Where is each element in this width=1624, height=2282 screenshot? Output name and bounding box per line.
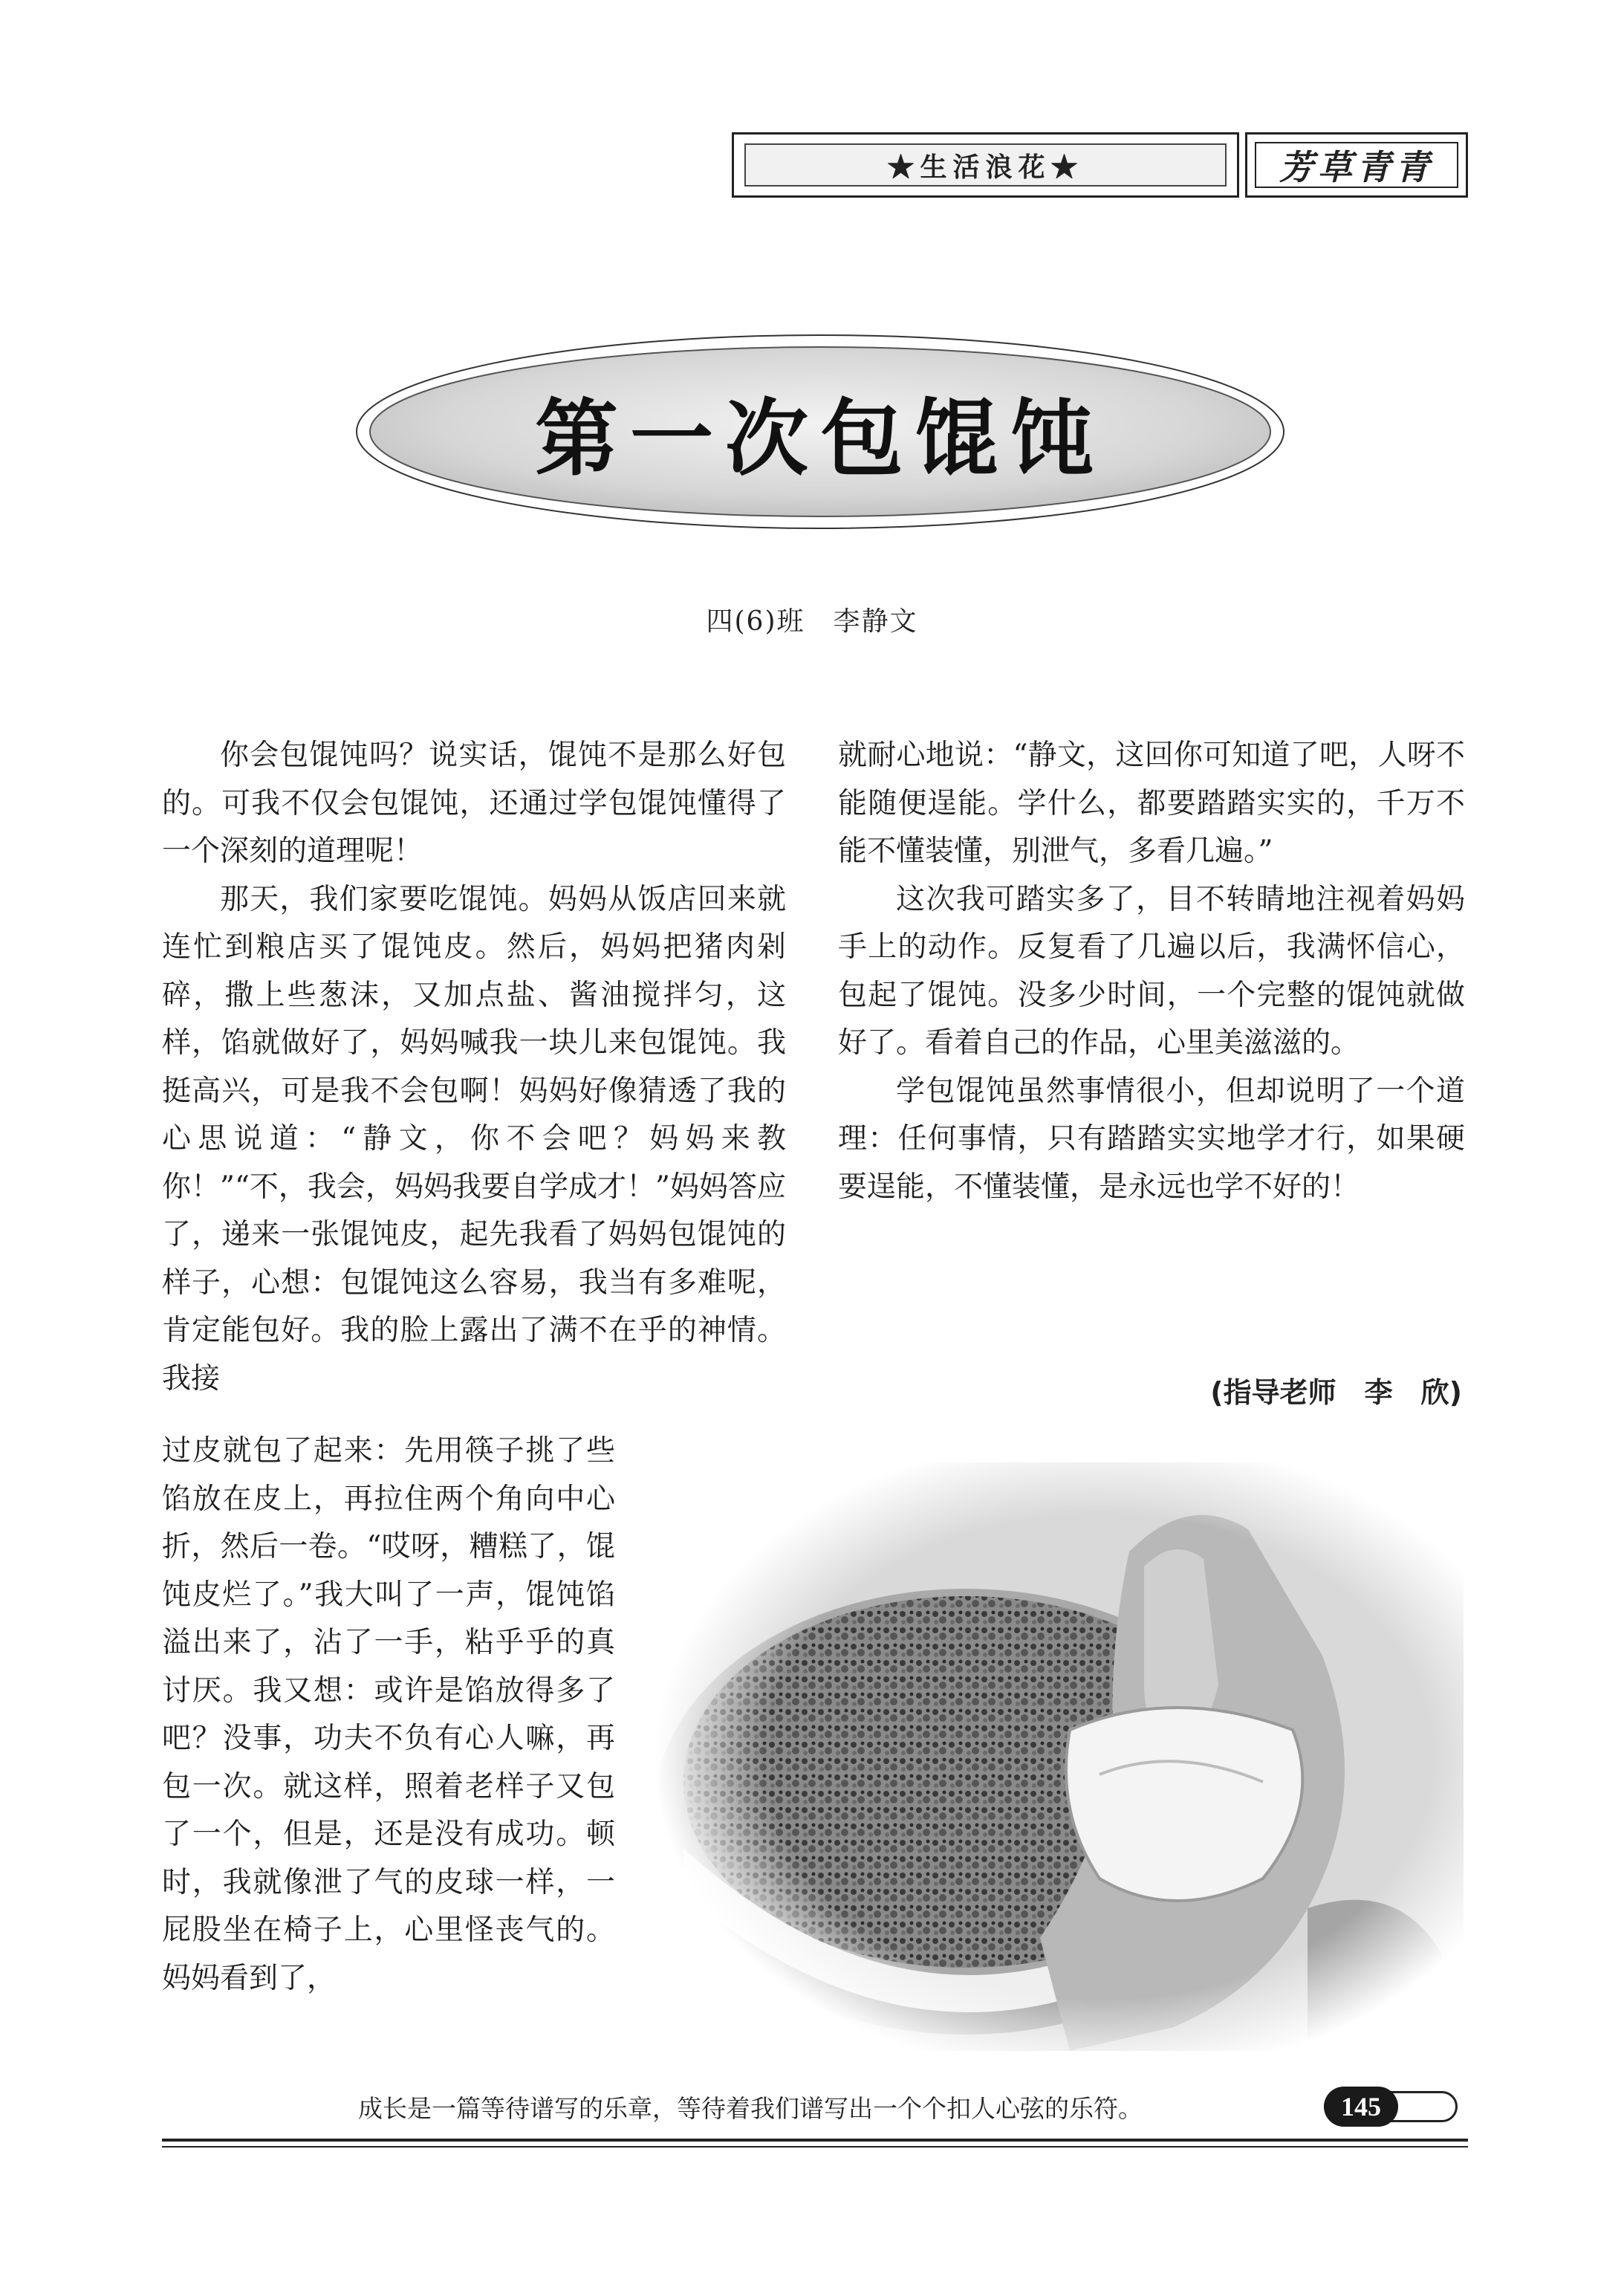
- paragraph: 那天，我们家要吃馄饨。妈妈从饭店回来就连忙到粮店买了馄饨皮。然后，妈妈把猪肉剁碎，撒上些葱沫，又加点盐、酱油搅拌匀，这样，馅就做好了，妈妈喊我一块儿来包馄饨。我挺高兴，可是我不会包啊！妈妈好像猜透了我的心思说道：“静文，你不会吧？妈妈来教你！”“不，我会，妈妈我要自学成才！”妈妈答应了，递来一张馄饨皮，起先我看了妈妈包馄饨的样子，心想：包馄饨这么容易，我当有多难呢，肯定能包好。我的脸上露出了满不在乎的神情。我接: [162, 882, 786, 1396]
- section-header-box: [732, 132, 1239, 198]
- left-column: [162, 732, 786, 1403]
- paragraph: 过皮就包了起来：先用筷子挑了些馅放在皮上，再拉住两个角向中心折，然后一卷。“哎呀，糟糕了，馄饨皮烂了。”我大叫了一声，馄饨馅溢出来了，沾了一手，粘乎乎的真讨厌。我又想：或许是馅放得多了吧？没事，功夫不负有心人嘛，再包一次。就这样，照着老样子又包了一个，但是，还是没有成功。顿时，我就像泄了气的皮球一样，一屁股坐在椅子上，心里怪丧气的。妈妈看到了，: [162, 1434, 615, 1995]
- column-brand-box: [1245, 132, 1468, 198]
- article-author: 四(6)班 李静文: [706, 606, 918, 637]
- paragraph: 这次我可踏实多了，目不转睛地注视着妈妈手上的动作。反复看了几遍以后，我满怀信心，包起了馄饨。没多少时间，一个完整的馄饨就做好了。看着自己的作品，心里美滋滋的。: [838, 882, 1465, 1060]
- footer-quote: 成长是一篇等待谱写的乐章，等待着我们谱写出一个个扣人心弦的乐符。: [358, 2094, 1143, 2123]
- left-narrow-column: [162, 1427, 615, 2003]
- footer-rule-thin: [162, 2146, 1468, 2148]
- section-label: ★生活浪花★: [744, 143, 1227, 187]
- article-title: 第一次包馄饨: [535, 389, 1105, 487]
- paragraph: 学包馄饨虽然事情很小，但却说明了一个道理：任何事情，只有踏踏实实地学才行，如果硬要逞能，不懂装懂，是永远也学不好的！: [838, 1074, 1465, 1204]
- paragraph: 你会包馄饨吗？说实话，馄饨不是那么好包的。可我不仅会包馄饨，还通过学包馄饨懂得了一个深刻的道理呢！: [162, 739, 786, 868]
- teacher-credit: (指导老师 李 欣): [1210, 1376, 1462, 1409]
- page-number: 145: [1324, 2087, 1398, 2127]
- footer-rule: [162, 2139, 1468, 2142]
- right-column: [838, 732, 1465, 1211]
- wonton-photo: [654, 1462, 1464, 2051]
- column-brand: 芳草青青: [1255, 142, 1458, 188]
- paragraph: 就耐心地说：“静文，这回你可知道了吧，人呀不能随便逞能。学什么，都要踏踏实实的，千万不能不懂装懂，别泄气，多看几遍。”: [838, 739, 1465, 868]
